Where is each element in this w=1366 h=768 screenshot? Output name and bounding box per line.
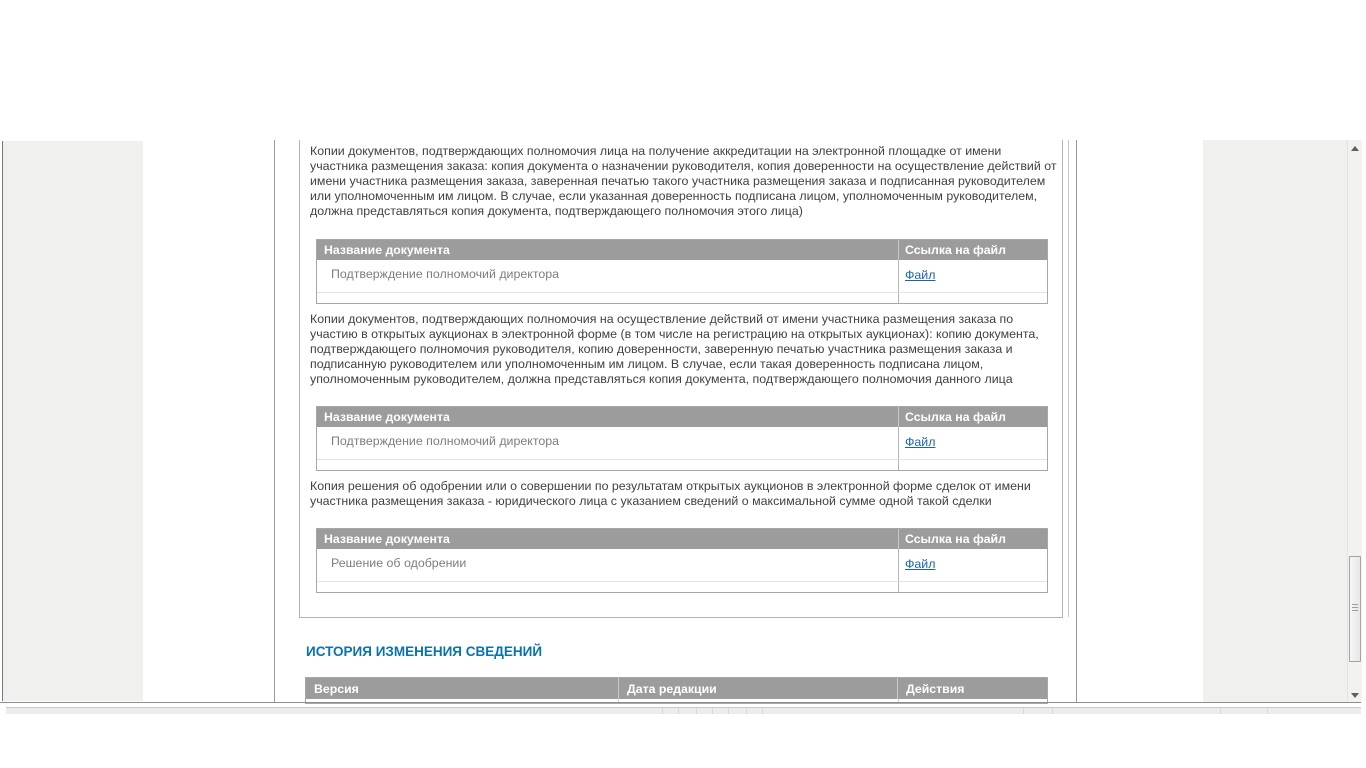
panel-outer-line xyxy=(1068,140,1069,617)
separator-tick xyxy=(1267,708,1268,714)
document-name-column-header: Название документа xyxy=(324,243,450,257)
file-link-column-header: Ссылка на файл xyxy=(898,407,1045,427)
file-link-column-header: Ссылка на файл xyxy=(898,240,1045,260)
document-name-column-header: Название документа xyxy=(324,410,450,424)
document-table-3 xyxy=(316,528,1048,593)
file-link[interactable]: Файл xyxy=(905,268,936,282)
separator-tick xyxy=(1023,708,1024,714)
separator-tick xyxy=(746,708,747,714)
scroll-up-button[interactable] xyxy=(1348,140,1362,156)
scrollbar-grip-icon xyxy=(1352,604,1358,611)
history-section-title: ИСТОРИЯ ИЗМЕНЕНИЯ СВЕДЕНИЙ xyxy=(306,644,543,659)
table-row xyxy=(317,549,1047,582)
history-table xyxy=(305,677,1048,704)
separator-tick xyxy=(712,708,713,714)
document-name-cell: Подтверждение полномочий директора xyxy=(331,434,560,448)
separator-tick xyxy=(728,708,729,714)
page-margin-left xyxy=(3,141,143,701)
separator-tick xyxy=(678,708,679,714)
separator-tick xyxy=(762,708,763,714)
file-link[interactable]: Файл xyxy=(905,557,936,571)
scrollbar-thumb[interactable] xyxy=(1349,556,1361,662)
separator-tick xyxy=(1220,708,1221,714)
file-link-cell xyxy=(898,260,1045,292)
document-name-cell: Подтверждение полномочий директора xyxy=(331,267,560,281)
scroll-down-icon xyxy=(1351,693,1359,698)
document-requirement-text-1: Копии документов, подтверждающих полномочия лица на получение аккредитации на электронной площадке от имени участника размещения заказа: копия документа о назначении руководителя, копия доверенности на осуществление действий от имени участника размещения заказа, заверенная печатью такого участника размещения заказа и подписанная руководителем или уполномоченным им лицом. В случае, если указанная доверенность подписана лицом, уполномоченным руководителем, должна представляться копия документа, подтверждающего полномочия этого лица) xyxy=(310,144,1057,218)
empty-cell xyxy=(898,293,1046,303)
history-column-date: Дата редакции xyxy=(618,678,897,699)
document-table-header xyxy=(317,240,1047,260)
empty-cell xyxy=(898,460,1046,470)
table-row xyxy=(317,427,1047,460)
history-table-header xyxy=(306,678,1047,699)
separator-tick xyxy=(662,708,663,714)
separator-tick xyxy=(696,708,697,714)
empty-cell xyxy=(317,293,898,303)
scroll-down-button[interactable] xyxy=(1348,687,1362,703)
document-table-header xyxy=(317,407,1047,427)
document-table-2 xyxy=(316,406,1048,471)
horizontal-scrollbar-strip xyxy=(6,707,1361,714)
history-column-version: Версия xyxy=(314,682,359,696)
file-link[interactable]: Файл xyxy=(905,435,936,449)
empty-cell xyxy=(317,582,898,592)
history-column-actions: Действия xyxy=(897,678,1045,699)
scroll-up-icon xyxy=(1351,146,1359,151)
file-link-cell xyxy=(898,427,1045,459)
table-row-empty xyxy=(317,582,1047,592)
page-margin-right xyxy=(1203,140,1347,702)
document-name-cell: Решение об одобрении xyxy=(331,556,467,570)
frame-right-border xyxy=(1076,140,1077,702)
empty-cell xyxy=(898,582,1046,592)
table-row-empty xyxy=(317,293,1047,303)
file-link-column-header: Ссылка на файл xyxy=(898,529,1045,549)
document-requirement-text-3: Копия решения об одобрении или о совершении по результатам открытых аукционов в электронной форме сделок от имени участника размещения заказа - юридического лица с указанием сведений о максимальной сумме одной такой сделки xyxy=(310,479,1031,508)
vertical-scrollbar[interactable] xyxy=(1347,140,1362,703)
document-table-1 xyxy=(316,239,1048,304)
file-link-cell xyxy=(898,549,1045,581)
table-row-empty xyxy=(317,460,1047,470)
separator-tick xyxy=(1052,708,1053,714)
document-requirement-text-2: Копии документов, подтверждающих полномочия на осуществление действий от имени участника размещения заказа по участию в открытых аукционах в электронной форме (в том числе на регистрацию на открытых аукционах): копию документа, подтверждающего полномочия руководителя, копию доверенности, заверенную печатью участника размещения заказа и подписанную руководителем или уполномоченным им лицом. В случае, если такая доверенность подписана лицом, уполномоченным руководителем, должна представляться копия документа, подтверждающего полномочия данного лица xyxy=(310,312,1039,386)
window-bottom-border xyxy=(0,702,1361,703)
document-table-header xyxy=(317,529,1047,549)
table-row xyxy=(317,260,1047,293)
frame-left-border xyxy=(274,140,275,702)
empty-cell xyxy=(317,460,898,470)
document-name-column-header: Название документа xyxy=(324,532,450,546)
